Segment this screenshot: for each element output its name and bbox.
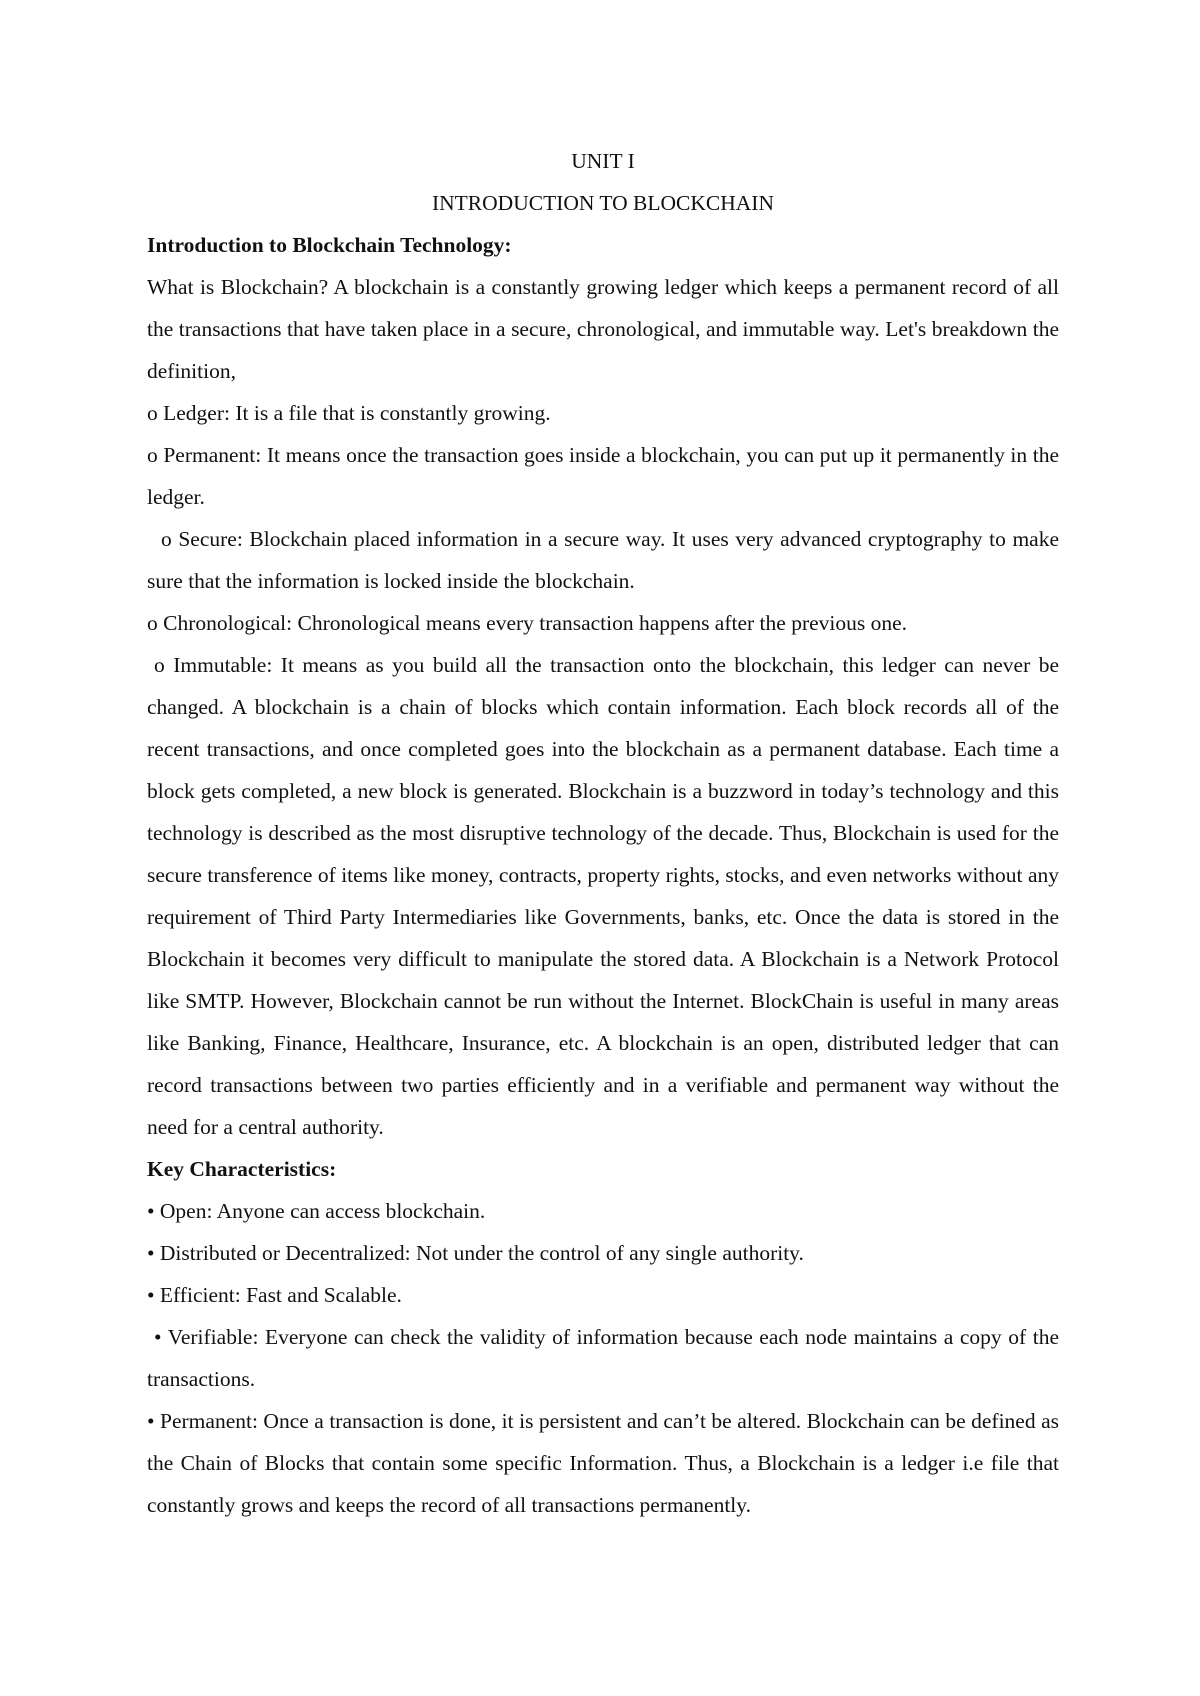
- unit-title: UNIT I: [571, 149, 635, 173]
- characteristics-heading: Key Characteristics:: [147, 1157, 337, 1181]
- definition-item-permanent: o Permanent: It means once the transaction goes inside a blockchain, you can put up it permanently in the ledger.: [147, 443, 1059, 509]
- definition-item-immutable: o Immutable: It means as you build all the transaction onto the blockchain, this ledger can never be changed. A blockchain is a chain of blocks which contain information. Each block records all of the recent transactions, and once completed goes into the blockchain as a permanent database. Each time a block gets completed, a new block is generated. Blockchain is a buzzword in today’s technology and this technology is described as the most disruptive technology of the decade. Thus, Blockchain is used for the secure transference of items like money, contracts, property rights, stocks, and even networks without any requirement of Third Party Intermediaries like Governments, banks, etc. Once the data is stored in the Blockchain it becomes very difficult to manipulate the stored data. A Blockchain is a Network Protocol like SMTP. However, Blockchain cannot be run without the Internet. BlockChain is useful in many areas like Banking, Finance, Healthcare, Insurance, etc. A blockchain is an open, distributed ledger that can record transactions between two parties efficiently and in a verifiable and permanent way without the need for a central authority.: [147, 653, 1059, 1139]
- definition-item-secure: o Secure: Blockchain placed information in a secure way. It uses very advanced cryptography to make sure that the information is locked inside the blockchain.: [147, 527, 1059, 593]
- intro-heading: Introduction to Blockchain Technology:: [147, 233, 512, 257]
- characteristic-verifiable: • Verifiable: Everyone can check the validity of information because each node maintains a copy of the transactions.: [147, 1325, 1059, 1391]
- characteristic-distributed: • Distributed or Decentralized: Not under the control of any single authority.: [147, 1241, 804, 1265]
- characteristic-open: • Open: Anyone can access blockchain.: [147, 1199, 486, 1223]
- intro-paragraph: What is Blockchain? A blockchain is a constantly growing ledger which keeps a permanent record of all the transactions that have taken place in a secure, chronological, and immutable way. Let's breakdown the definition,: [147, 275, 1059, 383]
- characteristic-efficient: • Efficient: Fast and Scalable.: [147, 1283, 402, 1307]
- definition-item-chronological: o Chronological: Chronological means every transaction happens after the previous one.: [147, 611, 908, 635]
- document-page: [147, 140, 1059, 1526]
- characteristic-permanent: • Permanent: Once a transaction is done, it is persistent and can’t be altered. Blockchain can be defined as the Chain of Blocks that contain some specific Information. Thus, a Blockchain is a ledger i.e file that constantly grows and keeps the record of all transactions permanently.: [147, 1409, 1059, 1517]
- definition-item-ledger: o Ledger: It is a file that is constantly growing.: [147, 401, 551, 425]
- chapter-title: INTRODUCTION TO BLOCKCHAIN: [431, 191, 774, 215]
